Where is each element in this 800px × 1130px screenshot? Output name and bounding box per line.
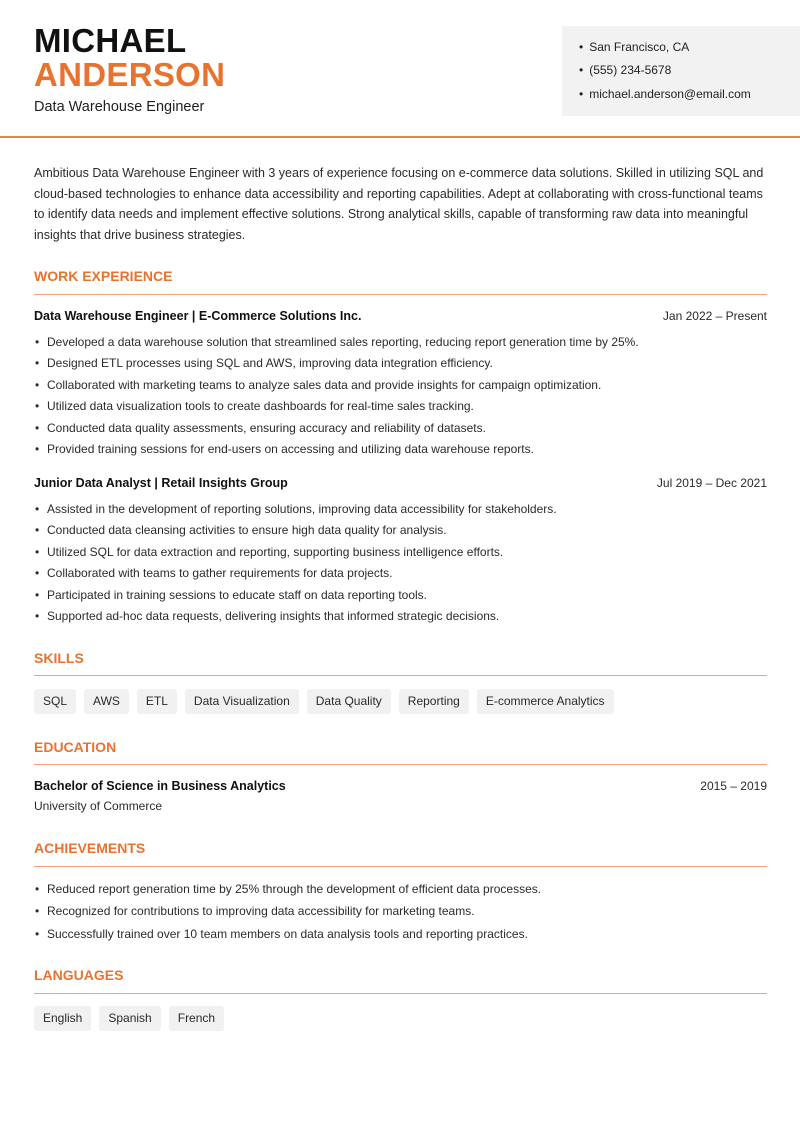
job-header — [34, 476, 767, 494]
resume-header — [0, 0, 800, 138]
list-item: • Collaborated with marketing teams to analyze sales data and provide insights for campaign optimization. — [34, 375, 767, 396]
list-item: • Collaborated with teams to gather requirements for data projects. — [34, 563, 767, 584]
job-dates: Jan 2022 – Present — [662, 309, 767, 323]
skill-tag: ETL — [137, 689, 177, 714]
job-role: Data Warehouse Engineer | E-Commerce Solutions Inc. — [34, 309, 362, 323]
languages-list — [34, 1006, 224, 1031]
section-title-languages: LANGUAGES — [34, 967, 124, 983]
language-tag: English — [34, 1006, 91, 1031]
job-bullets — [34, 332, 767, 460]
section-title-work-experience: WORK EXPERIENCE — [34, 268, 173, 284]
skill-tag: AWS — [84, 689, 129, 714]
list-item: • Utilized SQL for data extraction and reporting, supporting business intelligence efforts. — [34, 542, 767, 563]
contact-email: • michael.anderson@email.com — [579, 87, 751, 101]
list-item: • Developed a data warehouse solution that streamlined sales reporting, reducing report generation time by 25%. — [34, 332, 767, 353]
job-title: Data Warehouse Engineer — [34, 99, 205, 115]
list-item: • Utilized data visualization tools to create dashboards for real-time sales tracking. — [34, 396, 767, 417]
education-dates: 2015 – 2019 — [700, 779, 767, 793]
list-item: • Conducted data cleansing activities to ensure high data quality for analysis. — [34, 520, 767, 541]
last-name: ANDERSON — [34, 56, 226, 93]
section-title-achievements: ACHIEVEMENTS — [34, 840, 146, 856]
list-item: • Provided training sessions for end-users on accessing and utilizing data warehouse reports. — [34, 439, 767, 460]
language-tag: Spanish — [99, 1006, 160, 1031]
list-item: • Conducted data quality assessments, ensuring accuracy and reliability of datasets. — [34, 418, 767, 439]
section-divider — [34, 993, 767, 994]
list-item: • Designed ETL processes using SQL and AWS, improving data integration efficiency. — [34, 353, 767, 374]
list-item: • Assisted in the development of reporting solutions, improving data accessibility for stakeholders. — [34, 499, 767, 520]
job-role: Junior Data Analyst | Retail Insights Group — [34, 476, 288, 490]
list-item: • Participated in training sessions to educate staff on data reporting tools. — [34, 585, 767, 606]
skill-tag: Reporting — [399, 689, 469, 714]
contact-box — [562, 26, 800, 116]
skills-list — [34, 689, 614, 714]
language-tag: French — [169, 1006, 224, 1031]
education-degree: Bachelor of Science in Business Analytics — [34, 779, 286, 793]
section-divider — [34, 866, 767, 867]
list-item: • Recognized for contributions to improving data accessibility for marketing teams. — [34, 900, 767, 922]
first-name: MICHAEL — [34, 22, 187, 59]
contact-location: • San Francisco, CA — [579, 40, 689, 54]
skill-tag: Data Quality — [307, 689, 391, 714]
section-divider — [34, 294, 767, 295]
section-title-skills: SKILLS — [34, 650, 84, 666]
professional-summary: Ambitious Data Warehouse Engineer with 3 years of experience focusing on e-commerce data solutions. Skilled in utilizing SQL and cloud-based technologies to enhance data accessibility and reporting capabilities. Adept at collaborating with cross-functional teams to identify data needs and implement effective solutions. Strong analytical skills, capable of transforming raw data into meaningful insights that drive business strategies. — [34, 166, 764, 243]
list-item: • Successfully trained over 10 team members on data analysis tools and reporting practices. — [34, 923, 767, 945]
section-divider — [34, 764, 767, 765]
skill-tag: Data Visualization — [185, 689, 299, 714]
skill-tag: E-commerce Analytics — [477, 689, 614, 714]
education-school: University of Commerce — [34, 799, 163, 813]
achievements-list — [34, 878, 767, 945]
section-divider — [34, 675, 767, 676]
job-header — [34, 309, 767, 327]
contact-phone: • (555) 234-5678 — [579, 63, 671, 77]
list-item: • Supported ad-hoc data requests, delivering insights that informed strategic decisions. — [34, 606, 767, 627]
section-title-education: EDUCATION — [34, 739, 117, 755]
list-item: • Reduced report generation time by 25% through the development of efficient data processes. — [34, 878, 767, 900]
skill-tag: SQL — [34, 689, 76, 714]
job-dates: Jul 2019 – Dec 2021 — [656, 476, 767, 490]
job-bullets — [34, 499, 767, 627]
